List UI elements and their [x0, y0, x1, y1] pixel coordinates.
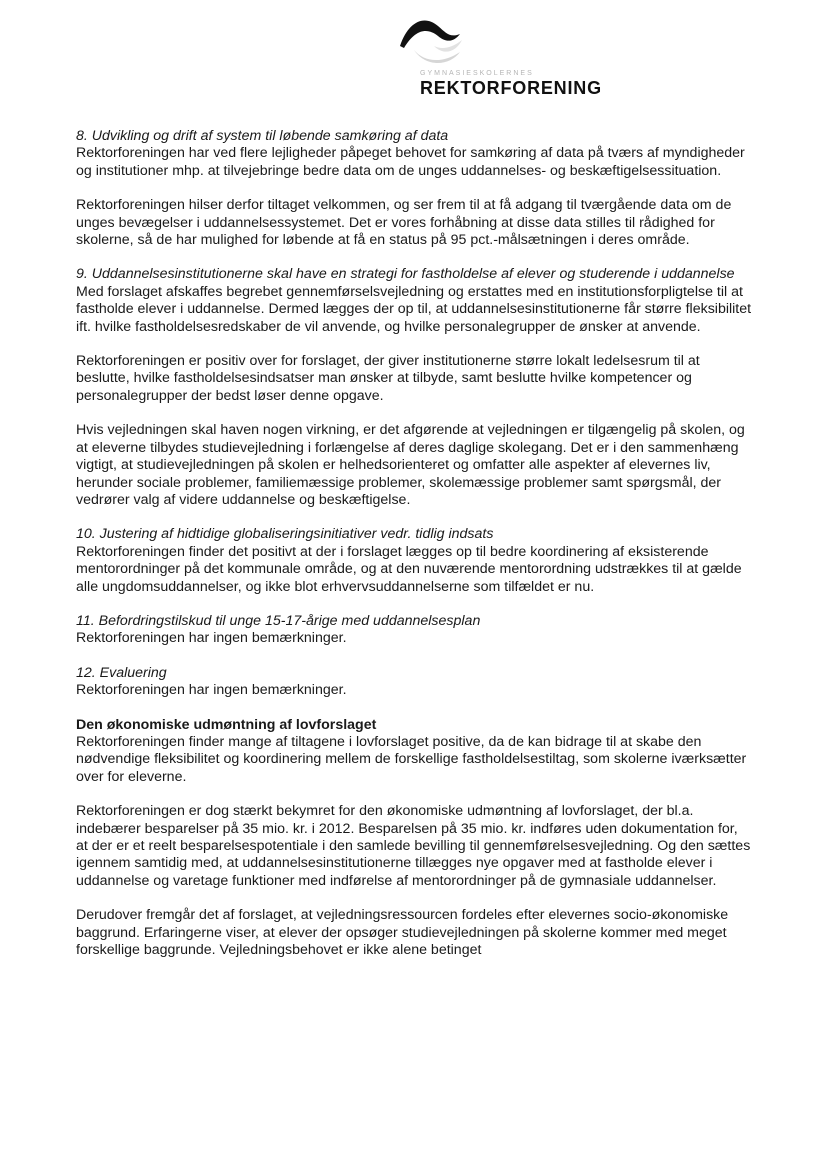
section-8 — [76, 128, 752, 249]
paragraph: Rektorforeningen finder mange af tiltagene i lovforslaget positive, da de kan bidrage til at skabe den nødvendige fleksibilitet og koordinering mellem de forskellige fastholdelsestiltag, som skolerne iværksætter over for eleverne. — [76, 733, 747, 785]
document-body — [76, 128, 752, 959]
paragraph: Rektorforeningen har ingen bemærkninger. — [76, 630, 347, 647]
section-title: 11. Befordringstilskud til unge 15-17-årige med uddannelsesplan — [76, 612, 481, 629]
section-title: 9. Uddannelsesinstitutionerne skal have en strategi for fastholdelse af elever og studerende i uddannelse — [76, 266, 735, 283]
paragraph: Rektorforeningen er positiv over for forslaget, der giver institutionerne større lokalt ledelsesrum til at beslutte, hvilke fastholdelsesindsatser man ønsker at tilbyde, samt beslutte hvilke kompetencer og personalegrupper der bedst løser denne opgave. — [76, 353, 700, 404]
paragraph: Rektorforeningen finder det positivt at der i forslaget lægges op til bedre koordinering af eksisterende mentorordninger på det kommunale område, og at den nuværende mentorordning udstrækkes til at gælde alle ungdomsuddannelser, og ikke blot erhvervsuddannelserne som tilfældet er nu. — [76, 543, 742, 595]
org-subtitle: GYMNASIESKOLERNES — [420, 70, 534, 77]
section-title: 12. Evaluering — [76, 664, 167, 681]
paragraph: Rektorforeningen hilser derfor tiltaget velkommen, og ser frem til at få adgang til tværgående data om de unges bevægelser i uddannelsessystemet. Det er vores forhåbning at disse data stilles til rådighed for skolerne, så de har mulighed for løbende at få en status på 95 pct.-målsætningen i deres område. — [76, 197, 732, 249]
org-name: REKTORFORENING — [420, 78, 602, 98]
section-9 — [76, 266, 752, 509]
rektorforening-logo-icon — [394, 10, 466, 70]
paragraph: Rektorforeningen er dog stærkt bekymret for den økonomiske udmøntning af lovforslaget, der bl.a. indebærer besparelser på 35 mio. kr. i 2012. Besparelsen på 35 mio. kr. indføres uden dokumentation for, at der er et reelt besparelsespotentiale i den samlede bevilling til gennemførelsesvejledning. Og den sættes igennem samtidig med, at uddannelsesinstitutionerne tillægges nye opgaver med at fastholde elever i uddannelse og varetage funktioner med indførelse af mentorordninger på de gymnasiale uddannelser. — [76, 803, 751, 889]
section-title: Den økonomiske udmøntning af lovforslaget — [76, 716, 377, 733]
section-title: 8. Udvikling og drift af system til løbende samkøring af data — [76, 128, 449, 144]
paragraph: Rektorforeningen har ved flere lejligheder påpeget behovet for samkøring af data på tværs af myndigheder og institutioner mhp. at tilvejebringe bedre data om de unges uddannelses- og beskæftigelsessituation. — [76, 145, 745, 179]
section-title: 10. Justering af hidtidige globaliseringsinitiativer vedr. tidlig indsats — [76, 526, 494, 543]
paragraph: Derudover fremgår det af forslaget, at vejledningsressourcen fordeles efter elevernes socio-økonomiske baggrund. Erfaringerne viser, at elever der opsøger studievejledningen på skolerne kommer med meget forskellige baggrunde. Vejledningsbehovet er ikke alene betinget — [76, 907, 729, 959]
paragraph: Rektorforeningen har ingen bemærkninger. — [76, 682, 347, 699]
section-12 — [76, 665, 752, 700]
section-10 — [76, 526, 752, 596]
paragraph: Hvis vejledningen skal haven nogen virkning, er det afgørende at vejledningen er tilgængelig på skolen, og at eleverne tilbydes studievejledning i forlængelse af deres daglige skolegang. Det er i den sammenhæng vigtigt, at studievejledningen på skolen er helhedsorienteret og omfatter alle aspekter af elevernes liv, herunder sociale problemer, familiemæssige problemer, skolemæssige problemer samt spørgsmål, der vedrører valg af videre uddannelse og beskæftigelse. — [76, 422, 745, 508]
paragraph: Med forslaget afskaffes begrebet gennemførselsvejledning og erstattes med en institutionsforpligtelse til at fastholde elever i uddannelse. Dermed lægges der op til, at uddannelsesinstitutionerne får større fleksibilitet ift. hvilke fastholdelsesredskaber de vil anvende, og hvilke personalegrupper de ønsker at anvende. — [76, 283, 752, 335]
section-economy — [76, 717, 752, 960]
section-11 — [76, 613, 752, 648]
